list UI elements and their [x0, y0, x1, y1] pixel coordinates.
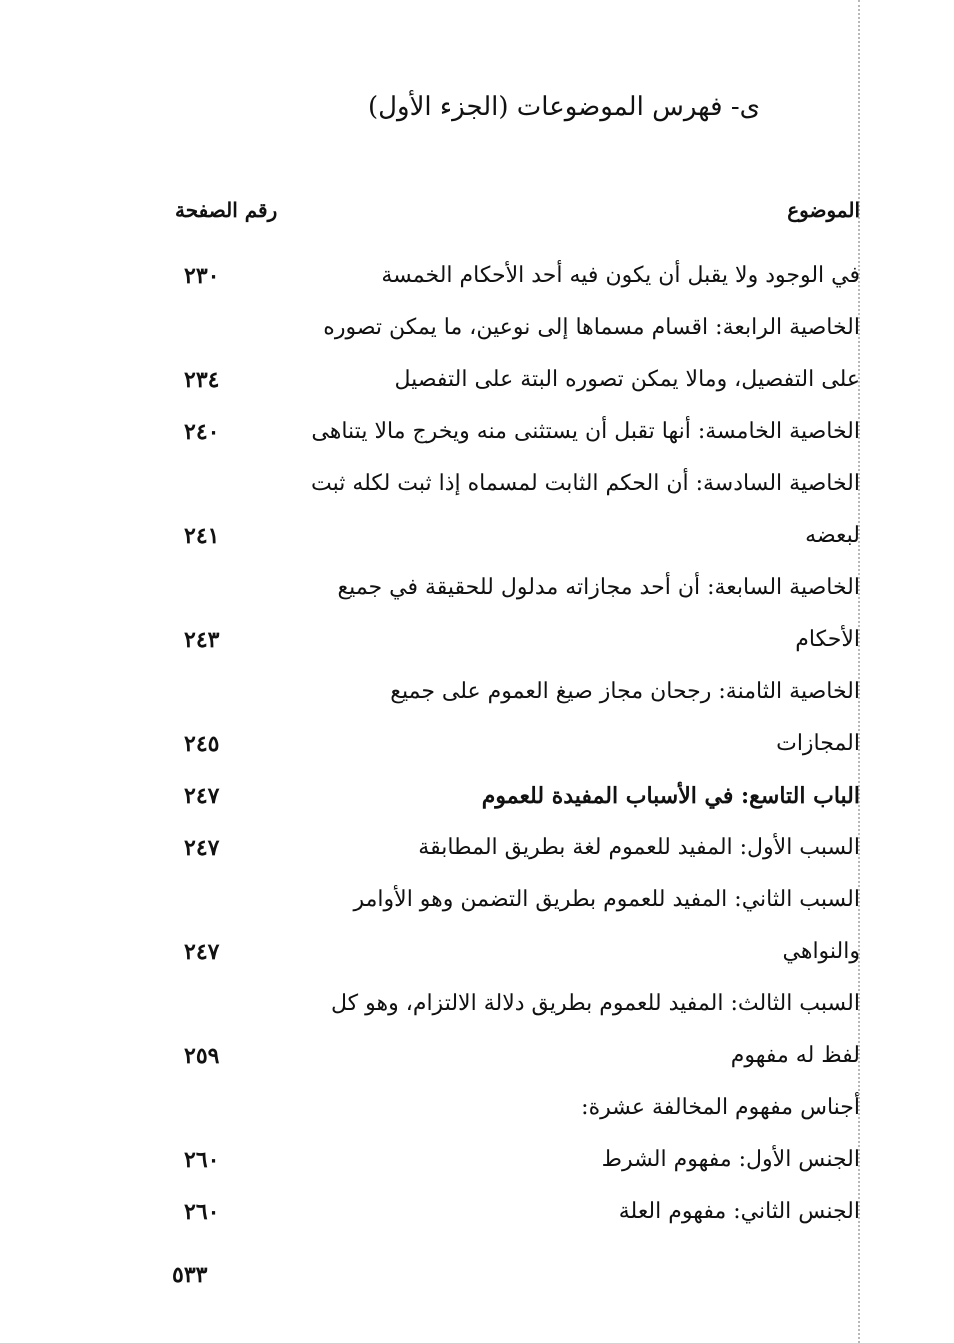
- toc-topic: والنواهي: [782, 939, 860, 964]
- toc-row: [170, 250, 860, 302]
- toc-topic: الباب التاسع: في الأسباب المفيدة للعموم: [481, 783, 860, 809]
- toc-topic: على التفصيل، ومالا يمكن تصوره البتة على التفصيل: [394, 367, 860, 392]
- toc-row: [170, 1082, 860, 1134]
- column-header-topic: الموضوع: [787, 198, 860, 222]
- toc-row: [170, 1134, 860, 1186]
- toc-page-number: ٢٤٠: [184, 419, 220, 445]
- toc-topic: السبب الثاني: المفيد للعموم بطريق التضمن وهو الأوامر: [353, 887, 860, 912]
- toc-topic: في الوجود ولا يقبل أن يكون فيه أحد الأحكام الخمسة: [381, 263, 860, 288]
- toc-topic: لفظ له مفهوم: [730, 1043, 860, 1068]
- toc-topic: الخاصية الرابعة: اقسام مسماها إلى نوعين، ما يمكن تصوره: [323, 315, 860, 340]
- toc-page-number: ٢٤١: [184, 523, 220, 549]
- toc-page-number: ٢٣٤: [184, 367, 220, 393]
- toc-topic: السبب الأول: المفيد للعموم لغة بطريق المطابقة: [418, 835, 860, 860]
- toc-topic: الخاصية السابعة: أن أحد مجازاته مدلول للحقيقة في جميع: [337, 575, 860, 600]
- toc-topic: الأحكام: [795, 627, 860, 652]
- toc-row: [170, 978, 860, 1030]
- toc-topic: الجنس الأول: مفهوم الشرط: [601, 1147, 860, 1172]
- toc-topic: الخاصية الخامسة: أنها تقبل أن يستثنى منه ويخرج مالا يتناهى: [311, 419, 860, 444]
- toc-page-number: ٢٣٠: [184, 263, 220, 289]
- toc-row: [170, 874, 860, 926]
- page-folio-number: ٥٣٣: [172, 1262, 208, 1288]
- toc-row: [170, 1030, 860, 1082]
- column-header-page: رقم الصفحة: [175, 198, 278, 222]
- toc-page-number: ٢٤٧: [184, 939, 220, 965]
- toc-topic: أجناس مفهوم المخالفة عشرة:: [581, 1095, 860, 1120]
- toc-row: [170, 666, 860, 718]
- toc-page-number: ٢٥٩: [184, 1043, 220, 1069]
- toc-page-number: ٢٤٧: [184, 783, 220, 809]
- toc-page-number: ٢٦٠: [184, 1147, 220, 1173]
- page-title: ى- فهرس الموضوعات (الجزء الأول): [367, 92, 760, 122]
- toc-page-number: ٢٤٣: [184, 627, 220, 653]
- toc-topic: الخاصية السادسة: أن الحكم الثابت لمسماه إذا ثبت لكله ثبت: [311, 471, 860, 496]
- toc-topic: الخاصية الثامنة: رجحان مجاز صيغ العموم على جميع: [390, 679, 860, 704]
- toc-topic: المجازات: [776, 731, 860, 756]
- toc-row: [170, 406, 860, 458]
- toc-row: [170, 718, 860, 770]
- toc-row: [170, 354, 860, 406]
- toc-row: [170, 1186, 860, 1238]
- toc-page-number: ٢٤٥: [184, 731, 220, 757]
- toc-topic: لبعضه: [805, 523, 860, 548]
- toc-page-number: ٢٦٠: [184, 1199, 220, 1225]
- toc-page-number: ٢٤٧: [184, 835, 220, 861]
- toc-row: [170, 510, 860, 562]
- toc-row: [170, 302, 860, 354]
- toc-row: [170, 562, 860, 614]
- toc-row: [170, 614, 860, 666]
- toc-row: [170, 822, 860, 874]
- toc-topic: الجنس الثاني: مفهوم العلة: [618, 1199, 860, 1224]
- toc-row: [170, 458, 860, 510]
- toc-row: [170, 770, 860, 822]
- toc-row: [170, 926, 860, 978]
- toc-topic: السبب الثالث: المفيد للعموم بطريق دلالة الالتزام، وهو كل: [331, 991, 860, 1016]
